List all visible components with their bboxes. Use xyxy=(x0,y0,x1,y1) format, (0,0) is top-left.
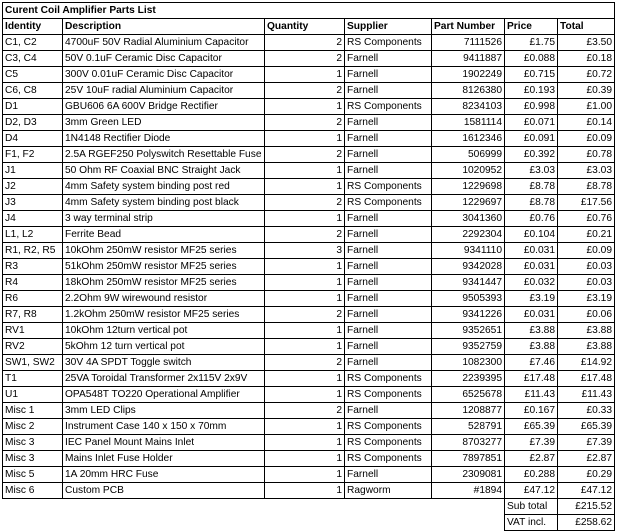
cell-supplier[interactable]: Farnell xyxy=(345,307,432,323)
cell-price[interactable]: £8.78 xyxy=(505,195,558,211)
cell-quantity[interactable]: 2 xyxy=(265,147,345,163)
cell-description[interactable]: 3mm Green LED xyxy=(63,115,265,131)
cell-quantity[interactable]: 2 xyxy=(265,51,345,67)
cell-price[interactable]: £0.091 xyxy=(505,131,558,147)
cell-supplier[interactable]: Farnell xyxy=(345,163,432,179)
empty-cell xyxy=(3,515,63,531)
cell-supplier[interactable]: RS Components xyxy=(345,435,432,451)
cell-total[interactable]: £3.19 xyxy=(558,291,615,307)
cell-price[interactable]: £3.88 xyxy=(505,339,558,355)
table-row xyxy=(3,35,615,51)
cell-description[interactable]: 18kOhm 250mW resistor MF25 series xyxy=(63,275,265,291)
header-supplier[interactable]: Supplier xyxy=(345,19,432,35)
table-row xyxy=(3,163,615,179)
table-row xyxy=(3,387,615,403)
cell-total[interactable]: £0.14 xyxy=(558,115,615,131)
cell-price[interactable]: £0.76 xyxy=(505,211,558,227)
header-row xyxy=(3,19,615,35)
cell-identity[interactable]: J3 xyxy=(3,195,63,211)
cell-identity[interactable]: D1 xyxy=(3,99,63,115)
cell-part-number[interactable]: 9341110 xyxy=(432,243,505,259)
cell-identity[interactable]: J4 xyxy=(3,211,63,227)
table-row xyxy=(3,323,615,339)
cell-total[interactable]: £0.06 xyxy=(558,307,615,323)
cell-part-number[interactable]: 528791 xyxy=(432,419,505,435)
cell-description[interactable]: 4mm Safety system binding post black xyxy=(63,195,265,211)
table-row xyxy=(3,339,615,355)
cell-total[interactable]: £0.39 xyxy=(558,83,615,99)
cell-identity[interactable]: R3 xyxy=(3,259,63,275)
cell-supplier[interactable]: RS Components xyxy=(345,451,432,467)
cell-quantity[interactable]: 1 xyxy=(265,323,345,339)
cell-identity[interactable]: C1, C2 xyxy=(3,35,63,51)
cell-description[interactable]: Mains Inlet Fuse Holder xyxy=(63,451,265,467)
cell-quantity[interactable]: 1 xyxy=(265,99,345,115)
cell-part-number[interactable]: 6525678 xyxy=(432,387,505,403)
cell-quantity[interactable]: 1 xyxy=(265,275,345,291)
empty-cell xyxy=(432,515,505,531)
header-price[interactable]: Price xyxy=(505,19,558,35)
cell-part-number[interactable]: 8126380 xyxy=(432,83,505,99)
cell-part-number[interactable]: 3041360 xyxy=(432,211,505,227)
cell-identity[interactable]: J2 xyxy=(3,179,63,195)
table-row xyxy=(3,403,615,419)
cell-description[interactable]: OPA548T TO220 Operational Amplifier xyxy=(63,387,265,403)
cell-total[interactable]: £0.09 xyxy=(558,243,615,259)
cell-identity[interactable]: RV2 xyxy=(3,339,63,355)
cell-part-number[interactable]: 1208877 xyxy=(432,403,505,419)
empty-cell xyxy=(265,515,345,531)
cell-quantity[interactable]: 1 xyxy=(265,451,345,467)
table-row xyxy=(3,451,615,467)
cell-quantity[interactable]: 2 xyxy=(265,115,345,131)
cell-price[interactable]: £0.193 xyxy=(505,83,558,99)
cell-part-number[interactable]: 9342028 xyxy=(432,259,505,275)
cell-supplier[interactable]: RS Components xyxy=(345,179,432,195)
table-row xyxy=(3,275,615,291)
cell-part-number[interactable]: 1612346 xyxy=(432,131,505,147)
cell-quantity[interactable]: 3 xyxy=(265,243,345,259)
cell-description[interactable]: 5kOhm 12 turn vertical pot xyxy=(63,339,265,355)
cell-quantity[interactable]: 1 xyxy=(265,163,345,179)
cell-part-number[interactable]: 7111526 xyxy=(432,35,505,51)
cell-identity[interactable]: C3, C4 xyxy=(3,51,63,67)
table-row xyxy=(3,99,615,115)
cell-quantity[interactable]: 1 xyxy=(265,131,345,147)
cell-total[interactable]: £65.39 xyxy=(558,419,615,435)
cell-supplier[interactable]: Farnell xyxy=(345,403,432,419)
cell-supplier[interactable]: Farnell xyxy=(345,323,432,339)
cell-supplier[interactable]: Farnell xyxy=(345,355,432,371)
cell-quantity[interactable]: 1 xyxy=(265,291,345,307)
cell-quantity[interactable]: 2 xyxy=(265,307,345,323)
cell-total[interactable]: £0.29 xyxy=(558,467,615,483)
cell-price[interactable]: £7.46 xyxy=(505,355,558,371)
cell-supplier[interactable]: Farnell xyxy=(345,67,432,83)
cell-quantity[interactable]: 2 xyxy=(265,403,345,419)
cell-description[interactable]: Custom PCB xyxy=(63,483,265,499)
header-identity[interactable]: Identity xyxy=(3,19,63,35)
cell-total[interactable]: £3.50 xyxy=(558,35,615,51)
cell-part-number[interactable]: 1229698 xyxy=(432,179,505,195)
cell-description[interactable]: Instrument Case 140 x 150 x 70mm xyxy=(63,419,265,435)
cell-price[interactable]: £47.12 xyxy=(505,483,558,499)
cell-description[interactable]: 10kOhm 250mW resistor MF25 series xyxy=(63,243,265,259)
cell-identity[interactable]: Misc 3 xyxy=(3,451,63,467)
table-row xyxy=(3,419,615,435)
table-row xyxy=(3,227,615,243)
cell-identity[interactable]: D4 xyxy=(3,131,63,147)
cell-quantity[interactable]: 1 xyxy=(265,483,345,499)
cell-quantity[interactable]: 2 xyxy=(265,195,345,211)
table-row xyxy=(3,307,615,323)
cell-description[interactable]: 300V 0.01uF Ceramic Disc Capacitor xyxy=(63,67,265,83)
cell-identity[interactable]: R6 xyxy=(3,291,63,307)
cell-part-number[interactable]: 1902249 xyxy=(432,67,505,83)
cell-part-number[interactable]: 2309081 xyxy=(432,467,505,483)
cell-identity[interactable]: R4 xyxy=(3,275,63,291)
cell-quantity[interactable]: 1 xyxy=(265,371,345,387)
cell-price[interactable]: £0.071 xyxy=(505,115,558,131)
vat-total-row xyxy=(3,515,615,531)
cell-supplier[interactable]: RS Components xyxy=(345,387,432,403)
cell-price[interactable]: £0.392 xyxy=(505,147,558,163)
cell-total[interactable]: £11.43 xyxy=(558,387,615,403)
cell-identity[interactable]: Misc 5 xyxy=(3,467,63,483)
cell-quantity[interactable]: 1 xyxy=(265,435,345,451)
cell-identity[interactable]: C5 xyxy=(3,67,63,83)
cell-supplier[interactable]: RS Components xyxy=(345,419,432,435)
table-row xyxy=(3,467,615,483)
cell-description[interactable]: IEC Panel Mount Mains Inlet xyxy=(63,435,265,451)
cell-price[interactable]: £0.031 xyxy=(505,307,558,323)
cell-identity[interactable]: U1 xyxy=(3,387,63,403)
cell-part-number[interactable]: 1229697 xyxy=(432,195,505,211)
empty-cell xyxy=(63,515,265,531)
table-row xyxy=(3,243,615,259)
cell-quantity[interactable]: 1 xyxy=(265,387,345,403)
cell-quantity[interactable]: 1 xyxy=(265,467,345,483)
table-row xyxy=(3,291,615,307)
cell-identity[interactable]: Misc 3 xyxy=(3,435,63,451)
cell-description[interactable]: 1N4148 Rectifier Diode xyxy=(63,131,265,147)
cell-total[interactable]: £3.88 xyxy=(558,323,615,339)
cell-identity[interactable]: Misc 2 xyxy=(3,419,63,435)
cell-total[interactable]: £0.33 xyxy=(558,403,615,419)
table-row xyxy=(3,371,615,387)
cell-description[interactable]: 2.5A RGEF250 Polyswitch Resettable Fuse xyxy=(63,147,265,163)
cell-part-number[interactable]: 8703277 xyxy=(432,435,505,451)
cell-supplier[interactable]: Farnell xyxy=(345,291,432,307)
table-row xyxy=(3,115,615,131)
cell-identity[interactable]: Misc 6 xyxy=(3,483,63,499)
cell-part-number[interactable]: 1581114 xyxy=(432,115,505,131)
cell-part-number[interactable]: 1020952 xyxy=(432,163,505,179)
cell-description[interactable]: 50 Ohm RF Coaxial BNC Straight Jack xyxy=(63,163,265,179)
cell-part-number[interactable]: 7897851 xyxy=(432,451,505,467)
cell-description[interactable]: 4700uF 50V Radial Aluminium Capacitor xyxy=(63,35,265,51)
cell-identity[interactable]: J1 xyxy=(3,163,63,179)
cell-description[interactable]: GBU606 6A 600V Bridge Rectifier xyxy=(63,99,265,115)
header-quantity[interactable]: Quantity xyxy=(265,19,345,35)
subtotal-label[interactable]: Sub total xyxy=(505,499,558,515)
cell-description[interactable]: 50V 0.1uF Ceramic Disc Capacitor xyxy=(63,51,265,67)
cell-total[interactable]: £17.48 xyxy=(558,371,615,387)
cell-price[interactable]: £0.104 xyxy=(505,227,558,243)
cell-description[interactable]: 10kOhm 12turn vertical pot xyxy=(63,323,265,339)
vat-total-value[interactable]: £258.62 xyxy=(558,515,615,531)
cell-quantity[interactable]: 2 xyxy=(265,35,345,51)
cell-total[interactable]: £0.72 xyxy=(558,67,615,83)
cell-total[interactable]: £1.00 xyxy=(558,99,615,115)
cell-description[interactable]: 2.2Ohm 9W wirewound resistor xyxy=(63,291,265,307)
table-row xyxy=(3,179,615,195)
cell-price[interactable]: £11.43 xyxy=(505,387,558,403)
cell-total[interactable]: £0.18 xyxy=(558,51,615,67)
cell-part-number[interactable]: 2239395 xyxy=(432,371,505,387)
cell-identity[interactable]: R7, R8 xyxy=(3,307,63,323)
table-row xyxy=(3,67,615,83)
cell-part-number[interactable]: 9352651 xyxy=(432,323,505,339)
table-row xyxy=(3,83,615,99)
cell-identity[interactable]: T1 xyxy=(3,371,63,387)
cell-total[interactable]: £0.03 xyxy=(558,275,615,291)
cell-identity[interactable]: D2, D3 xyxy=(3,115,63,131)
cell-total[interactable]: £7.39 xyxy=(558,435,615,451)
table-row xyxy=(3,259,615,275)
cell-part-number[interactable]: 9411887 xyxy=(432,51,505,67)
cell-total[interactable]: £3.88 xyxy=(558,339,615,355)
cell-part-number[interactable]: 506999 xyxy=(432,147,505,163)
table-row xyxy=(3,483,615,499)
cell-total[interactable]: £0.09 xyxy=(558,131,615,147)
cell-price[interactable]: £0.088 xyxy=(505,51,558,67)
cell-total[interactable]: £47.12 xyxy=(558,483,615,499)
table-row xyxy=(3,147,615,163)
cell-supplier[interactable]: Farnell xyxy=(345,83,432,99)
cell-supplier[interactable]: Farnell xyxy=(345,275,432,291)
cell-supplier[interactable]: Farnell xyxy=(345,243,432,259)
cell-price[interactable]: £0.998 xyxy=(505,99,558,115)
table-row xyxy=(3,355,615,371)
cell-description[interactable]: 3mm LED Clips xyxy=(63,403,265,419)
cell-identity[interactable]: RV1 xyxy=(3,323,63,339)
cell-supplier[interactable]: Ragworm xyxy=(345,483,432,499)
cell-part-number[interactable]: 8234103 xyxy=(432,99,505,115)
cell-price[interactable]: £3.88 xyxy=(505,323,558,339)
header-part-number[interactable]: Part Number xyxy=(432,19,505,35)
cell-part-number[interactable]: 9341226 xyxy=(432,307,505,323)
cell-total[interactable]: £0.78 xyxy=(558,147,615,163)
cell-supplier[interactable]: Farnell xyxy=(345,115,432,131)
cell-quantity[interactable]: 2 xyxy=(265,83,345,99)
cell-quantity[interactable]: 1 xyxy=(265,419,345,435)
table-row xyxy=(3,435,615,451)
header-total[interactable]: Total xyxy=(558,19,615,35)
cell-supplier[interactable]: RS Components xyxy=(345,371,432,387)
cell-description[interactable]: 1.2kOhm 250mW resistor MF25 series xyxy=(63,307,265,323)
cell-total[interactable]: £0.76 xyxy=(558,211,615,227)
cell-supplier[interactable]: Farnell xyxy=(345,227,432,243)
cell-supplier[interactable]: Farnell xyxy=(345,51,432,67)
cell-total[interactable]: £0.03 xyxy=(558,259,615,275)
cell-total[interactable]: £3.03 xyxy=(558,163,615,179)
cell-price[interactable]: £17.48 xyxy=(505,371,558,387)
table-row xyxy=(3,211,615,227)
table-row xyxy=(3,195,615,211)
cell-price[interactable]: £0.031 xyxy=(505,259,558,275)
cell-description[interactable]: 3 way terminal strip xyxy=(63,211,265,227)
cell-price[interactable]: £0.167 xyxy=(505,403,558,419)
cell-part-number[interactable]: 9341447 xyxy=(432,275,505,291)
cell-price[interactable]: £2.87 xyxy=(505,451,558,467)
cell-quantity[interactable]: 2 xyxy=(265,227,345,243)
cell-identity[interactable]: F1, F2 xyxy=(3,147,63,163)
cell-description[interactable]: 51kOhm 250mW resistor MF25 series xyxy=(63,259,265,275)
cell-price[interactable]: £0.715 xyxy=(505,67,558,83)
cell-description[interactable]: 1A 20mm HRC Fuse xyxy=(63,467,265,483)
cell-quantity[interactable]: 1 xyxy=(265,339,345,355)
cell-quantity[interactable]: 1 xyxy=(265,179,345,195)
cell-description[interactable]: Ferrite Bead xyxy=(63,227,265,243)
cell-part-number[interactable]: #1894 xyxy=(432,483,505,499)
cell-price[interactable]: £3.03 xyxy=(505,163,558,179)
cell-identity[interactable]: L1, L2 xyxy=(3,227,63,243)
empty-cell xyxy=(345,515,432,531)
cell-price[interactable]: £65.39 xyxy=(505,419,558,435)
cell-total[interactable]: £0.21 xyxy=(558,227,615,243)
table-row xyxy=(3,51,615,67)
cell-supplier[interactable]: Farnell xyxy=(345,467,432,483)
cell-description[interactable]: 25V 10uF radial Aluminium Capacitor xyxy=(63,83,265,99)
sheet-title[interactable]: Curent Coil Amplifier Parts List xyxy=(3,3,615,19)
cell-supplier[interactable]: Farnell xyxy=(345,259,432,275)
table-row xyxy=(3,131,615,147)
cell-total[interactable]: £2.87 xyxy=(558,451,615,467)
cell-price[interactable]: £7.39 xyxy=(505,435,558,451)
subtotal-value[interactable]: £215.52 xyxy=(558,499,615,515)
cell-price[interactable]: £0.032 xyxy=(505,275,558,291)
cell-part-number[interactable]: 1082300 xyxy=(432,355,505,371)
cell-total[interactable]: £17.56 xyxy=(558,195,615,211)
cell-description[interactable]: 4mm Safety system binding post red xyxy=(63,179,265,195)
cell-quantity[interactable]: 1 xyxy=(265,259,345,275)
cell-supplier[interactable]: RS Components xyxy=(345,195,432,211)
cell-supplier[interactable]: RS Components xyxy=(345,99,432,115)
header-description[interactable]: Description xyxy=(63,19,265,35)
cell-identity[interactable]: R1, R2, R5 xyxy=(3,243,63,259)
cell-identity[interactable]: SW1, SW2 xyxy=(3,355,63,371)
cell-description[interactable]: 30V 4A SPDT Toggle switch xyxy=(63,355,265,371)
cell-price[interactable]: £0.031 xyxy=(505,243,558,259)
cell-identity[interactable]: Misc 1 xyxy=(3,403,63,419)
cell-identity[interactable]: C6, C8 xyxy=(3,83,63,99)
cell-quantity[interactable]: 2 xyxy=(265,355,345,371)
cell-quantity[interactable]: 1 xyxy=(265,67,345,83)
vat-total-label[interactable]: VAT incl. xyxy=(505,515,558,531)
cell-total[interactable]: £8.78 xyxy=(558,179,615,195)
cell-supplier[interactable]: Farnell xyxy=(345,339,432,355)
cell-price[interactable]: £0.288 xyxy=(505,467,558,483)
cell-supplier[interactable]: Farnell xyxy=(345,131,432,147)
cell-price[interactable]: £1.75 xyxy=(505,35,558,51)
cell-price[interactable]: £3.19 xyxy=(505,291,558,307)
cell-part-number[interactable]: 2292304 xyxy=(432,227,505,243)
cell-supplier[interactable]: RS Components xyxy=(345,35,432,51)
cell-supplier[interactable]: Farnell xyxy=(345,147,432,163)
cell-part-number[interactable]: 9352759 xyxy=(432,339,505,355)
cell-total[interactable]: £14.92 xyxy=(558,355,615,371)
cell-quantity[interactable]: 1 xyxy=(265,211,345,227)
cell-description[interactable]: 25VA Toroidal Transformer 2x115V 2x9V xyxy=(63,371,265,387)
parts-list-table xyxy=(2,2,615,531)
title-row xyxy=(3,3,615,19)
cell-supplier[interactable]: Farnell xyxy=(345,211,432,227)
cell-price[interactable]: £8.78 xyxy=(505,179,558,195)
cell-part-number[interactable]: 9505393 xyxy=(432,291,505,307)
